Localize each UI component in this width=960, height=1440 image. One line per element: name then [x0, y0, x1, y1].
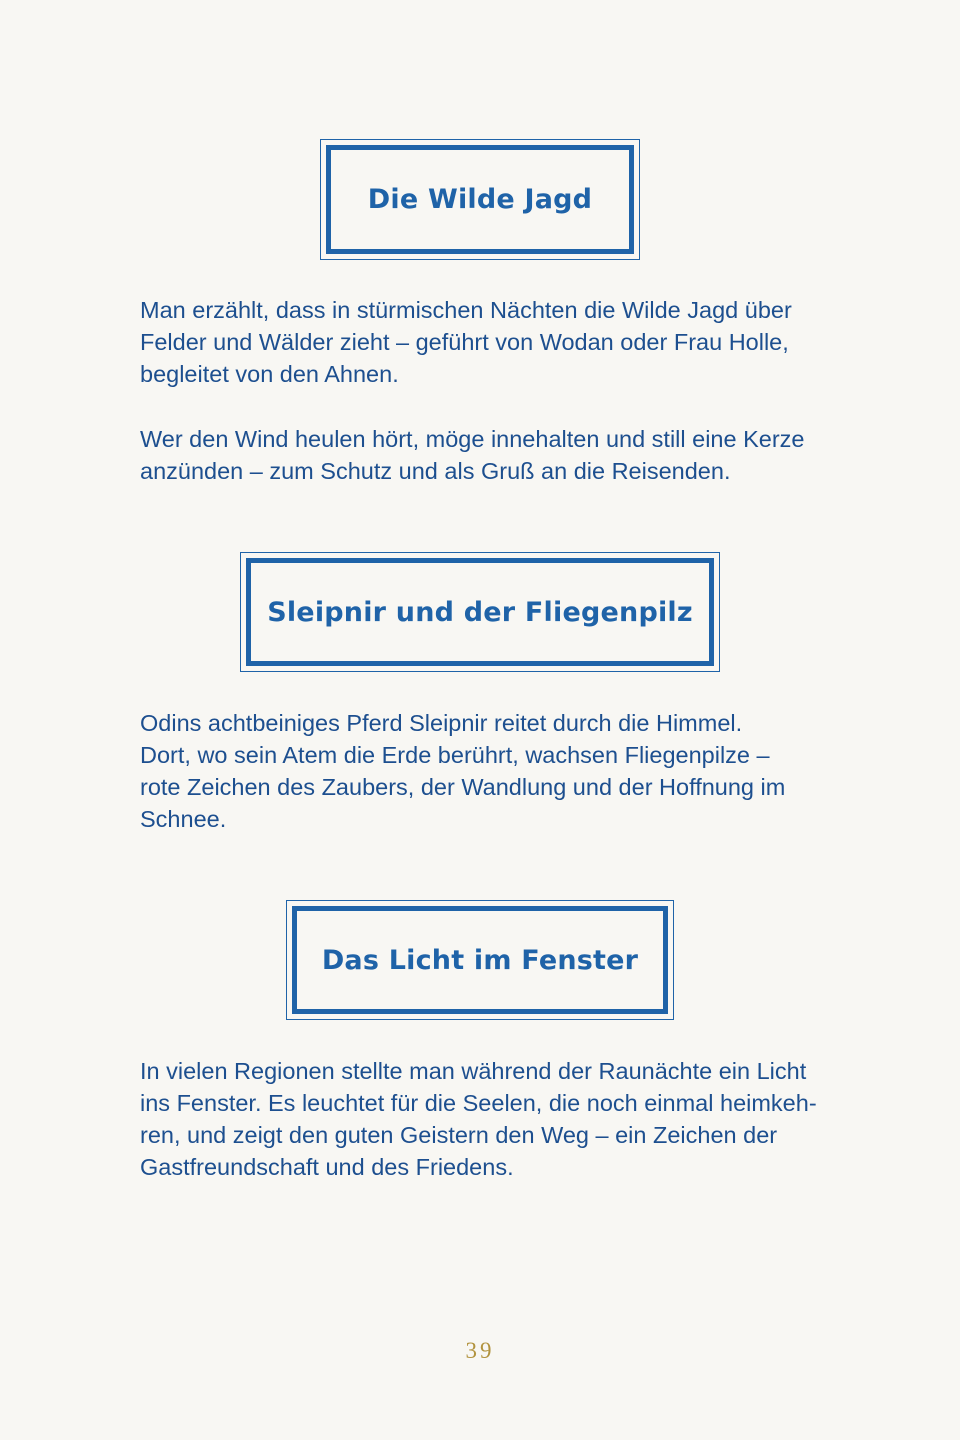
text-line: Felder und Wälder zieht – geführt von Wodan oder Frau Holle,: [140, 329, 789, 355]
text-line: anzünden – zum Schutz und als Gruß an die Reisenden.: [140, 458, 731, 484]
section-title-box-1: [320, 139, 640, 260]
section-title-inner-frame-2: [246, 558, 714, 666]
section-title-3: Das Licht im Fenster: [321, 944, 639, 976]
text-line: ins Fenster. Es leuchtet für die Seelen, die noch einmal heimkeh-: [140, 1090, 817, 1116]
section-title-1: Die Wilde Jagd: [367, 184, 593, 215]
section-title-box-3: [286, 900, 674, 1020]
text-line: rote Zeichen des Zaubers, der Wandlung und der Hoffnung im: [140, 774, 786, 800]
text-line: Wer den Wind heulen hört, möge innehalten und still eine Kerze: [140, 426, 805, 452]
section-title-inner-frame-1: [326, 145, 634, 254]
text-line: Gastfreundschaft und des Friedens.: [140, 1154, 514, 1180]
text-line: ren, und zeigt den guten Geistern den Weg – ein Zeichen der: [140, 1122, 778, 1148]
text-line: In vielen Regionen stellte man während der Raunächte ein Licht: [140, 1058, 807, 1084]
page-number: 39: [465, 1338, 495, 1363]
section-title-inner-frame-3: [292, 906, 668, 1014]
section-1-paragraph-1: [140, 294, 830, 390]
section-title-box-2: [240, 552, 720, 672]
text-line: Man erzählt, dass in stürmischen Nächten die Wilde Jagd über: [140, 297, 792, 323]
section-1-paragraph-2: [140, 423, 830, 487]
text-line: Schnee.: [140, 806, 227, 832]
text-line: Dort, wo sein Atem die Erde berührt, wachsen Fliegenpilze –: [140, 742, 770, 768]
section-3-paragraph-1: [140, 1055, 830, 1183]
text-line: begleitet von den Ahnen.: [140, 361, 399, 387]
section-2-paragraph-1: [140, 707, 830, 835]
section-title-2: Sleipnir und der Fliegenpilz: [267, 596, 693, 628]
text-line: Odins achtbeiniges Pferd Sleipnir reitet durch die Himmel.: [140, 710, 743, 736]
